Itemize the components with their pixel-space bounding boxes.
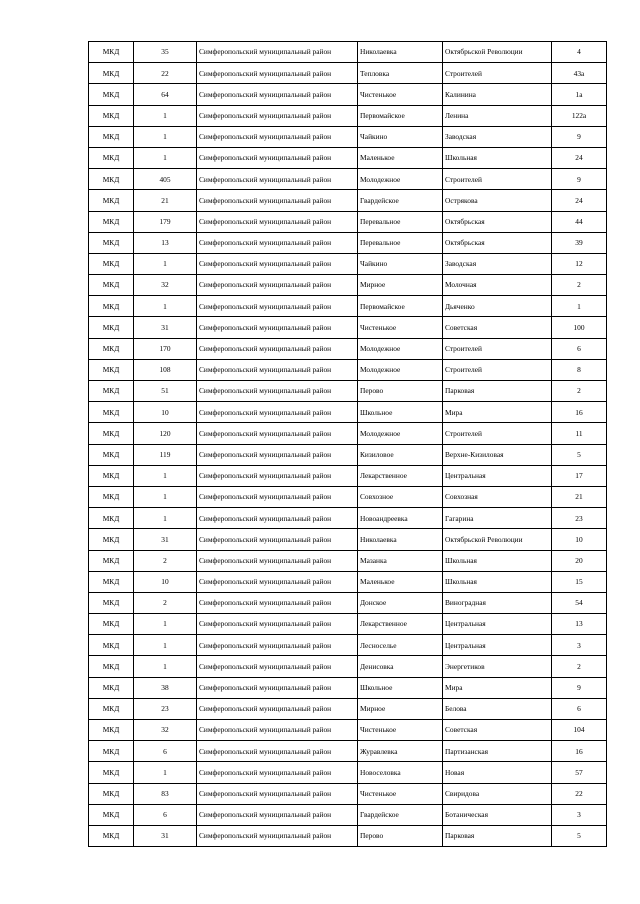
house-number-cell: 4	[552, 42, 607, 63]
settlement-cell: Новоандреевка	[358, 508, 443, 529]
settlement-cell: Маленькое	[358, 571, 443, 592]
settlement-cell: Чайкино	[358, 253, 443, 274]
count-cell: 1	[134, 147, 197, 168]
house-number-cell: 9	[552, 169, 607, 190]
house-number-cell: 2	[552, 656, 607, 677]
settlement-cell: Молодежное	[358, 338, 443, 359]
count-cell: 1	[134, 296, 197, 317]
building-type-cell: МКД	[89, 825, 134, 846]
building-type-cell: МКД	[89, 275, 134, 296]
house-number-cell: 24	[552, 147, 607, 168]
street-cell: Свиридова	[443, 783, 552, 804]
settlement-cell: Молодежное	[358, 359, 443, 380]
street-cell: Заводская	[443, 253, 552, 274]
district-cell: Симферопольский муниципальный район	[197, 550, 358, 571]
count-cell: 32	[134, 720, 197, 741]
table-row	[89, 550, 607, 571]
table-row	[89, 147, 607, 168]
house-number-cell: 20	[552, 550, 607, 571]
settlement-cell: Мирное	[358, 275, 443, 296]
district-cell: Симферопольский муниципальный район	[197, 275, 358, 296]
table-row	[89, 825, 607, 846]
table-row	[89, 677, 607, 698]
settlement-cell: Молодежное	[358, 169, 443, 190]
house-number-cell: 12	[552, 253, 607, 274]
housing-table-body	[89, 42, 607, 847]
house-number-cell: 9	[552, 677, 607, 698]
district-cell: Симферопольский муниципальный район	[197, 635, 358, 656]
count-cell: 2	[134, 592, 197, 613]
building-type-cell: МКД	[89, 635, 134, 656]
house-number-cell: 16	[552, 402, 607, 423]
count-cell: 119	[134, 444, 197, 465]
settlement-cell: Гвардейское	[358, 804, 443, 825]
street-cell: Калинина	[443, 84, 552, 105]
table-row	[89, 804, 607, 825]
building-type-cell: МКД	[89, 444, 134, 465]
count-cell: 6	[134, 741, 197, 762]
street-cell: Молочная	[443, 275, 552, 296]
district-cell: Симферопольский муниципальный район	[197, 592, 358, 613]
street-cell: Партизанская	[443, 741, 552, 762]
building-type-cell: МКД	[89, 571, 134, 592]
district-cell: Симферопольский муниципальный район	[197, 63, 358, 84]
district-cell: Симферопольский муниципальный район	[197, 296, 358, 317]
district-cell: Симферопольский муниципальный район	[197, 211, 358, 232]
count-cell: 1	[134, 635, 197, 656]
street-cell: Ленина	[443, 105, 552, 126]
house-number-cell: 122а	[552, 105, 607, 126]
count-cell: 10	[134, 571, 197, 592]
building-type-cell: МКД	[89, 423, 134, 444]
settlement-cell: Денисовка	[358, 656, 443, 677]
district-cell: Симферопольский муниципальный район	[197, 84, 358, 105]
street-cell: Школьная	[443, 571, 552, 592]
settlement-cell: Совхозное	[358, 486, 443, 507]
count-cell: 22	[134, 63, 197, 84]
street-cell: Парковая	[443, 825, 552, 846]
district-cell: Симферопольский муниципальный район	[197, 147, 358, 168]
settlement-cell: Чайкино	[358, 126, 443, 147]
count-cell: 1	[134, 465, 197, 486]
building-type-cell: МКД	[89, 529, 134, 550]
street-cell: Центральная	[443, 465, 552, 486]
building-type-cell: МКД	[89, 63, 134, 84]
house-number-cell: 2	[552, 381, 607, 402]
district-cell: Симферопольский муниципальный район	[197, 486, 358, 507]
district-cell: Симферопольский муниципальный район	[197, 465, 358, 486]
settlement-cell: Перевальное	[358, 211, 443, 232]
street-cell: Строителей	[443, 423, 552, 444]
street-cell: Центральная	[443, 614, 552, 635]
street-cell: Советская	[443, 720, 552, 741]
count-cell: 1	[134, 105, 197, 126]
table-row	[89, 508, 607, 529]
building-type-cell: МКД	[89, 211, 134, 232]
house-number-cell: 57	[552, 762, 607, 783]
house-number-cell: 3	[552, 804, 607, 825]
count-cell: 1	[134, 656, 197, 677]
table-row	[89, 783, 607, 804]
settlement-cell: Гвардейское	[358, 190, 443, 211]
street-cell: Школьная	[443, 550, 552, 571]
street-cell: Мира	[443, 677, 552, 698]
district-cell: Симферопольский муниципальный район	[197, 190, 358, 211]
count-cell: 64	[134, 84, 197, 105]
district-cell: Симферопольский муниципальный район	[197, 677, 358, 698]
house-number-cell: 8	[552, 359, 607, 380]
building-type-cell: МКД	[89, 359, 134, 380]
building-type-cell: МКД	[89, 42, 134, 63]
table-row	[89, 635, 607, 656]
building-type-cell: МКД	[89, 402, 134, 423]
building-type-cell: МКД	[89, 550, 134, 571]
count-cell: 83	[134, 783, 197, 804]
district-cell: Симферопольский муниципальный район	[197, 42, 358, 63]
settlement-cell: Чистенькое	[358, 720, 443, 741]
table-row	[89, 296, 607, 317]
street-cell: Энергетиков	[443, 656, 552, 677]
district-cell: Симферопольский муниципальный район	[197, 402, 358, 423]
street-cell: Советская	[443, 317, 552, 338]
table-row	[89, 126, 607, 147]
table-row	[89, 338, 607, 359]
district-cell: Симферопольский муниципальный район	[197, 317, 358, 338]
district-cell: Симферопольский муниципальный район	[197, 741, 358, 762]
building-type-cell: МКД	[89, 84, 134, 105]
district-cell: Симферопольский муниципальный район	[197, 656, 358, 677]
table-row	[89, 232, 607, 253]
count-cell: 1	[134, 508, 197, 529]
house-number-cell: 5	[552, 444, 607, 465]
house-number-cell: 24	[552, 190, 607, 211]
street-cell: Центральная	[443, 635, 552, 656]
table-row	[89, 275, 607, 296]
count-cell: 31	[134, 529, 197, 550]
house-number-cell: 9	[552, 126, 607, 147]
building-type-cell: МКД	[89, 338, 134, 359]
table-row	[89, 444, 607, 465]
count-cell: 31	[134, 317, 197, 338]
table-row	[89, 741, 607, 762]
street-cell: Октябрьская	[443, 211, 552, 232]
table-row	[89, 720, 607, 741]
street-cell: Гагарина	[443, 508, 552, 529]
district-cell: Симферопольский муниципальный район	[197, 381, 358, 402]
count-cell: 6	[134, 804, 197, 825]
building-type-cell: МКД	[89, 190, 134, 211]
count-cell: 1	[134, 762, 197, 783]
settlement-cell: Чистенькое	[358, 84, 443, 105]
street-cell: Новая	[443, 762, 552, 783]
table-row	[89, 63, 607, 84]
count-cell: 51	[134, 381, 197, 402]
district-cell: Симферопольский муниципальный район	[197, 762, 358, 783]
house-number-cell: 100	[552, 317, 607, 338]
settlement-cell: Донское	[358, 592, 443, 613]
table-row	[89, 381, 607, 402]
count-cell: 38	[134, 677, 197, 698]
street-cell: Верхне-Кизиловая	[443, 444, 552, 465]
table-row	[89, 105, 607, 126]
street-cell: Острякова	[443, 190, 552, 211]
district-cell: Симферопольский муниципальный район	[197, 571, 358, 592]
count-cell: 31	[134, 825, 197, 846]
building-type-cell: МКД	[89, 296, 134, 317]
district-cell: Симферопольский муниципальный район	[197, 804, 358, 825]
district-cell: Симферопольский муниципальный район	[197, 232, 358, 253]
building-type-cell: МКД	[89, 105, 134, 126]
settlement-cell: Лекарственное	[358, 465, 443, 486]
table-row	[89, 190, 607, 211]
table-row	[89, 614, 607, 635]
table-row	[89, 169, 607, 190]
building-type-cell: МКД	[89, 783, 134, 804]
building-type-cell: МКД	[89, 147, 134, 168]
count-cell: 1	[134, 126, 197, 147]
street-cell: Мира	[443, 402, 552, 423]
house-number-cell: 6	[552, 338, 607, 359]
building-type-cell: МКД	[89, 720, 134, 741]
table-row	[89, 656, 607, 677]
count-cell: 1	[134, 253, 197, 274]
settlement-cell: Журавлевка	[358, 741, 443, 762]
street-cell: Октябрьской Революции	[443, 42, 552, 63]
building-type-cell: МКД	[89, 317, 134, 338]
building-type-cell: МКД	[89, 508, 134, 529]
count-cell: 10	[134, 402, 197, 423]
settlement-cell: Перово	[358, 381, 443, 402]
table-row	[89, 317, 607, 338]
settlement-cell: Первомайское	[358, 296, 443, 317]
house-number-cell: 22	[552, 783, 607, 804]
house-number-cell: 104	[552, 720, 607, 741]
street-cell: Строителей	[443, 338, 552, 359]
street-cell: Октябрьская	[443, 232, 552, 253]
table-row	[89, 698, 607, 719]
count-cell: 120	[134, 423, 197, 444]
settlement-cell: Первомайское	[358, 105, 443, 126]
street-cell: Парковая	[443, 381, 552, 402]
count-cell: 2	[134, 550, 197, 571]
table-row	[89, 42, 607, 63]
building-type-cell: МКД	[89, 486, 134, 507]
house-number-cell: 11	[552, 423, 607, 444]
settlement-cell: Лесноселье	[358, 635, 443, 656]
house-number-cell: 5	[552, 825, 607, 846]
table-row	[89, 423, 607, 444]
count-cell: 405	[134, 169, 197, 190]
count-cell: 170	[134, 338, 197, 359]
building-type-cell: МКД	[89, 465, 134, 486]
count-cell: 21	[134, 190, 197, 211]
count-cell: 1	[134, 614, 197, 635]
house-number-cell: 39	[552, 232, 607, 253]
house-number-cell: 15	[552, 571, 607, 592]
count-cell: 108	[134, 359, 197, 380]
district-cell: Симферопольский муниципальный район	[197, 359, 358, 380]
house-number-cell: 23	[552, 508, 607, 529]
house-number-cell: 6	[552, 698, 607, 719]
street-cell: Совхозная	[443, 486, 552, 507]
count-cell: 32	[134, 275, 197, 296]
count-cell: 179	[134, 211, 197, 232]
table-row	[89, 465, 607, 486]
building-type-cell: МКД	[89, 656, 134, 677]
street-cell: Заводская	[443, 126, 552, 147]
settlement-cell: Маленькое	[358, 147, 443, 168]
building-type-cell: МКД	[89, 253, 134, 274]
table-row	[89, 211, 607, 232]
table-row	[89, 359, 607, 380]
count-cell: 35	[134, 42, 197, 63]
building-type-cell: МКД	[89, 592, 134, 613]
house-number-cell: 3	[552, 635, 607, 656]
district-cell: Симферопольский муниципальный район	[197, 444, 358, 465]
housing-table	[88, 41, 607, 847]
table-row	[89, 402, 607, 423]
table-row	[89, 529, 607, 550]
house-number-cell: 54	[552, 592, 607, 613]
count-cell: 23	[134, 698, 197, 719]
settlement-cell: Чистенькое	[358, 317, 443, 338]
settlement-cell: Новоселовка	[358, 762, 443, 783]
house-number-cell: 44	[552, 211, 607, 232]
house-number-cell: 21	[552, 486, 607, 507]
table-row	[89, 762, 607, 783]
street-cell: Ботаническая	[443, 804, 552, 825]
settlement-cell: Школьное	[358, 402, 443, 423]
settlement-cell: Чистенькое	[358, 783, 443, 804]
district-cell: Симферопольский муниципальный район	[197, 253, 358, 274]
settlement-cell: Школьное	[358, 677, 443, 698]
settlement-cell: Николаевка	[358, 529, 443, 550]
table-row	[89, 571, 607, 592]
table-row	[89, 84, 607, 105]
settlement-cell: Перово	[358, 825, 443, 846]
building-type-cell: МКД	[89, 741, 134, 762]
street-cell: Строителей	[443, 169, 552, 190]
street-cell: Строителей	[443, 359, 552, 380]
house-number-cell: 43а	[552, 63, 607, 84]
street-cell: Школьная	[443, 147, 552, 168]
building-type-cell: МКД	[89, 169, 134, 190]
district-cell: Симферопольский муниципальный район	[197, 698, 358, 719]
district-cell: Симферопольский муниципальный район	[197, 783, 358, 804]
street-cell: Виноградная	[443, 592, 552, 613]
table-row	[89, 486, 607, 507]
district-cell: Симферопольский муниципальный район	[197, 614, 358, 635]
district-cell: Симферопольский муниципальный район	[197, 169, 358, 190]
building-type-cell: МКД	[89, 677, 134, 698]
district-cell: Симферопольский муниципальный район	[197, 825, 358, 846]
district-cell: Симферопольский муниципальный район	[197, 338, 358, 359]
settlement-cell: Кизиловое	[358, 444, 443, 465]
building-type-cell: МКД	[89, 232, 134, 253]
house-number-cell: 13	[552, 614, 607, 635]
house-number-cell: 16	[552, 741, 607, 762]
building-type-cell: МКД	[89, 126, 134, 147]
settlement-cell: Перевальное	[358, 232, 443, 253]
settlement-cell: Лекарственное	[358, 614, 443, 635]
district-cell: Симферопольский муниципальный район	[197, 529, 358, 550]
house-number-cell: 10	[552, 529, 607, 550]
settlement-cell: Мазанка	[358, 550, 443, 571]
building-type-cell: МКД	[89, 614, 134, 635]
settlement-cell: Николаевка	[358, 42, 443, 63]
settlement-cell: Молодежное	[358, 423, 443, 444]
building-type-cell: МКД	[89, 698, 134, 719]
table-row	[89, 592, 607, 613]
table-row	[89, 253, 607, 274]
district-cell: Симферопольский муниципальный район	[197, 423, 358, 444]
district-cell: Симферопольский муниципальный район	[197, 105, 358, 126]
count-cell: 13	[134, 232, 197, 253]
building-type-cell: МКД	[89, 381, 134, 402]
district-cell: Симферопольский муниципальный район	[197, 508, 358, 529]
street-cell: Дьяченко	[443, 296, 552, 317]
house-number-cell: 1а	[552, 84, 607, 105]
settlement-cell: Мирное	[358, 698, 443, 719]
count-cell: 1	[134, 486, 197, 507]
building-type-cell: МКД	[89, 804, 134, 825]
building-type-cell: МКД	[89, 762, 134, 783]
street-cell: Белова	[443, 698, 552, 719]
street-cell: Строителей	[443, 63, 552, 84]
district-cell: Симферопольский муниципальный район	[197, 126, 358, 147]
settlement-cell: Тепловка	[358, 63, 443, 84]
street-cell: Октябрьской Революции	[443, 529, 552, 550]
district-cell: Симферопольский муниципальный район	[197, 720, 358, 741]
house-number-cell: 2	[552, 275, 607, 296]
house-number-cell: 17	[552, 465, 607, 486]
house-number-cell: 1	[552, 296, 607, 317]
